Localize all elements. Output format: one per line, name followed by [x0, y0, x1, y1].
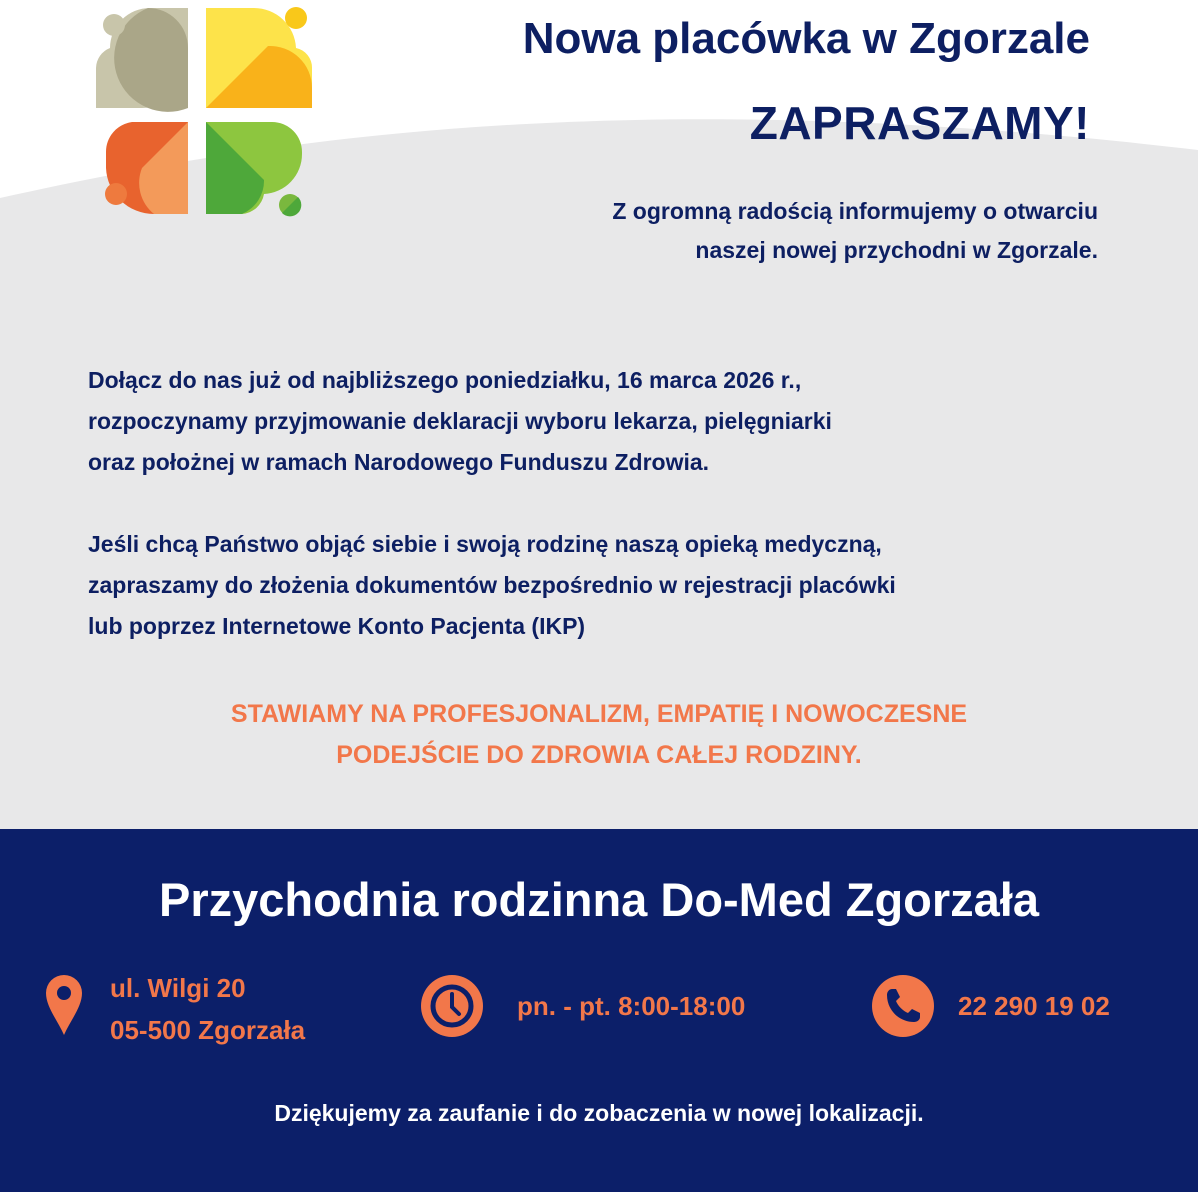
phone-icon: [871, 974, 935, 1038]
paragraph-line: oraz położnej w ramach Narodowego Funduszu Zdrowia.: [88, 449, 710, 475]
paragraph-line: Dołącz do nas już od najbliższego poniedziałku, 16 marca 2026 r.,: [88, 367, 802, 393]
page-subtitle: ZAPRASZAMY!: [749, 97, 1090, 149]
paragraph-line: lub poprzez Internetowe Konto Pacjenta (IKP): [88, 613, 586, 639]
tagline: [0, 694, 1198, 776]
intro-line: naszej nowej przychodni w Zgorzale.: [695, 237, 1098, 263]
paragraph-line: zapraszamy do złożenia dokumentów bezpośrednio w rejestracji placówki: [88, 572, 896, 598]
intro-line: Z ogromną radością informujemy o otwarciu: [612, 198, 1098, 224]
location-pin-icon: [44, 973, 84, 1037]
address-street: ul. Wilgi 20: [110, 973, 246, 1003]
clinic-name: Przychodnia rodzinna Do-Med Zgorzała: [158, 873, 1039, 926]
paragraph-line: rozpoczynamy przyjmowanie deklaracji wyboru lekarza, pielęgniarki: [88, 408, 832, 434]
clinic-logo-icon: [92, 4, 317, 219]
paragraph-registration: [88, 524, 896, 647]
tagline-line: PODEJŚCIE DO ZDROWIA CAŁEJ RODZINY.: [336, 741, 862, 769]
page-title: Nowa placówka w Zgorzale: [522, 14, 1090, 63]
opening-hours: pn. - pt. 8:00-18:00: [517, 991, 746, 1021]
clock-icon: [420, 974, 484, 1038]
footer-contact: [0, 829, 1198, 1192]
phone-number[interactable]: 22 290 19 02: [958, 991, 1110, 1021]
thank-you-message: Dziękujemy za zaufanie i do zobaczenia w nowej lokalizacji.: [274, 1100, 924, 1126]
address: [110, 967, 305, 1051]
paragraph-opening-date: [88, 360, 832, 483]
intro-text: [612, 192, 1098, 270]
paragraph-line: Jeśli chcą Państwo objąć siebie i swoją rodzinę naszą opieką medyczną,: [88, 531, 882, 557]
tagline-line: STAWIAMY NA PROFESJONALIZM, EMPATIĘ I NOWOCZESNE: [230, 700, 968, 728]
address-city: 05-500 Zgorzała: [110, 1015, 306, 1045]
